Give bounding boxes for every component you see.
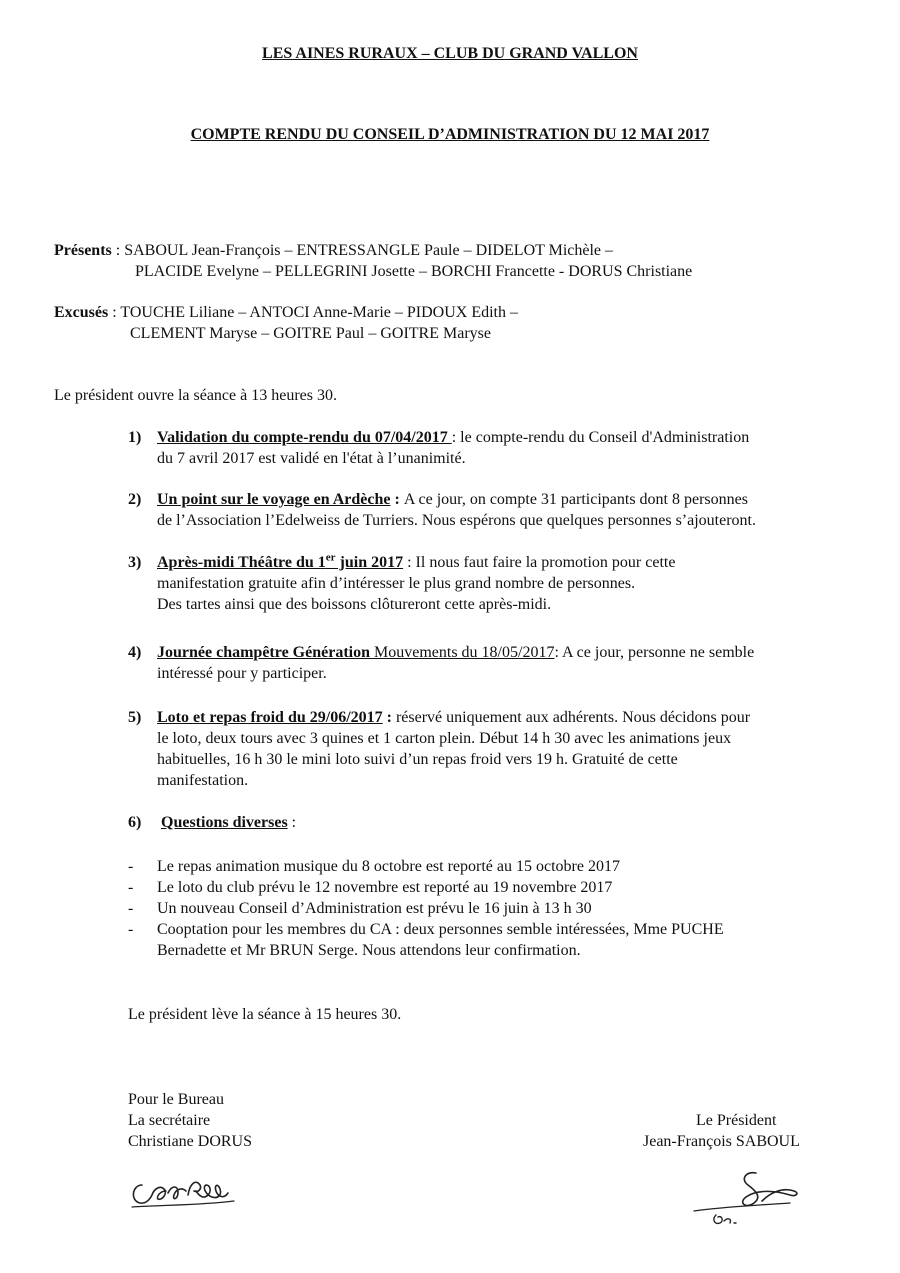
secretary-name: Christiane DORUS bbox=[128, 1133, 252, 1150]
item-text: : le compte-rendu du Conseil d'Administration bbox=[451, 429, 750, 446]
item-title-part: Après-midi Théâtre du 1 bbox=[157, 554, 326, 571]
item-separator: : bbox=[390, 491, 404, 508]
list-dash: - bbox=[128, 879, 134, 896]
item-line: Des tartes ainsi que des boissons clôtureront cette après-midi. bbox=[157, 596, 552, 613]
president-signature bbox=[690, 1165, 810, 1235]
item-text: réservé uniquement aux adhérents. Nous décidons pour bbox=[395, 709, 751, 726]
item-title-superscript: er bbox=[325, 551, 336, 564]
secretary-signature bbox=[124, 1155, 244, 1215]
left-signature-line-1: Pour le Bureau bbox=[128, 1091, 224, 1108]
item-line bbox=[157, 643, 754, 663]
item-title: Validation du compte-rendu du 07/04/2017 bbox=[157, 429, 452, 446]
present-label: Présents bbox=[54, 242, 112, 259]
list-dash: - bbox=[128, 900, 134, 917]
list-dash: - bbox=[128, 921, 134, 938]
item-number: 1) bbox=[128, 429, 142, 446]
item-line bbox=[157, 428, 749, 448]
item-line: le loto, deux tours avec 3 quines et 1 carton plein. Début 14 h 30 avec les animations jeux bbox=[157, 730, 732, 747]
list-dash: - bbox=[128, 858, 134, 875]
present-line-1 bbox=[54, 241, 613, 261]
item-line bbox=[157, 490, 748, 510]
list-item-continuation: Bernadette et Mr BRUN Serge. Nous attendons leur confirmation. bbox=[157, 942, 581, 959]
item-line: manifestation. bbox=[157, 772, 249, 789]
list-item: Le loto du club prévu le 12 novembre est reporté au 19 novembre 2017 bbox=[157, 879, 613, 896]
excused-names-1: : TOUCHE Liliane – ANTOCI Anne-Marie – PIDOUX Edith – bbox=[108, 304, 518, 321]
excused-line-1 bbox=[54, 303, 518, 323]
item-title-part: Journée champêtre Génération bbox=[157, 644, 370, 661]
present-names-1: : SABOUL Jean-François – ENTRESSANGLE Paule – DIDELOT Michèle – bbox=[111, 242, 614, 259]
item-line: manifestation gratuite afin d’intéresser le plus grand nombre de personnes. bbox=[157, 575, 636, 592]
report-title: COMPTE RENDU DU CONSEIL D’ADMINISTRATION DU 12 MAI 2017 bbox=[190, 126, 710, 143]
right-signature-line-1: Le Président bbox=[696, 1112, 777, 1129]
present-line-2: PLACIDE Evelyne – PELLEGRINI Josette – BORCHI Francette - DORUS Christiane bbox=[135, 263, 693, 280]
club-title: LES AINES RURAUX – CLUB DU GRAND VALLON bbox=[262, 45, 638, 62]
item-line: de l’Association l’Edelweiss de Turriers. Nous espérons que quelques personnes s’ajouteront. bbox=[157, 512, 756, 529]
item-title-part: Mouvements du 18/05/2017 bbox=[370, 644, 555, 661]
item-number: 6) bbox=[128, 814, 142, 831]
item-separator: : bbox=[382, 709, 396, 726]
excused-line-2: CLEMENT Maryse – GOITRE Paul – GOITRE Maryse bbox=[130, 325, 491, 342]
item-line: intéressé pour y participer. bbox=[157, 665, 327, 682]
item-title-part: juin 2017 bbox=[335, 554, 404, 571]
item-title: Questions diverses bbox=[161, 814, 288, 831]
list-item: Le repas animation musique du 8 octobre est reporté au 15 octobre 2017 bbox=[157, 858, 620, 875]
opening-text: Le président ouvre la séance à 13 heures 30. bbox=[54, 387, 337, 404]
president-name: Jean-François SABOUL bbox=[643, 1133, 800, 1150]
closing-text: Le président lève la séance à 15 heures 30. bbox=[128, 1006, 402, 1023]
item-text: : A ce jour, personne ne semble bbox=[554, 644, 755, 661]
item-number: 3) bbox=[128, 554, 142, 571]
excused-label: Excusés bbox=[54, 304, 109, 321]
item-title: Un point sur le voyage en Ardèche bbox=[157, 491, 391, 508]
item-line bbox=[161, 813, 296, 833]
item-title bbox=[157, 644, 554, 661]
item-text: A ce jour, on compte 31 participants dont 8 personnes bbox=[403, 491, 748, 508]
list-item: Un nouveau Conseil d’Administration est prévu le 16 juin à 13 h 30 bbox=[157, 900, 592, 917]
item-number: 4) bbox=[128, 644, 142, 661]
item-text: : Il nous faut faire la promotion pour cette bbox=[403, 554, 676, 571]
item-line bbox=[157, 708, 750, 728]
item-line: habituelles, 16 h 30 le mini loto suivi d’un repas froid vers 19 h. Gratuité de cette bbox=[157, 751, 678, 768]
item-text: : bbox=[287, 814, 297, 831]
item-title: Loto et repas froid du 29/06/2017 bbox=[157, 709, 383, 726]
item-line: du 7 avril 2017 est validé en l'état à l’unanimité. bbox=[157, 450, 466, 467]
left-signature-line-2: La secrétaire bbox=[128, 1112, 211, 1129]
item-line bbox=[157, 553, 675, 573]
list-item: Cooptation pour les membres du CA : deux personnes semble intéressées, Mme PUCHE bbox=[157, 921, 724, 938]
item-number: 2) bbox=[128, 491, 142, 508]
item-title bbox=[157, 551, 404, 571]
item-number: 5) bbox=[128, 709, 142, 726]
